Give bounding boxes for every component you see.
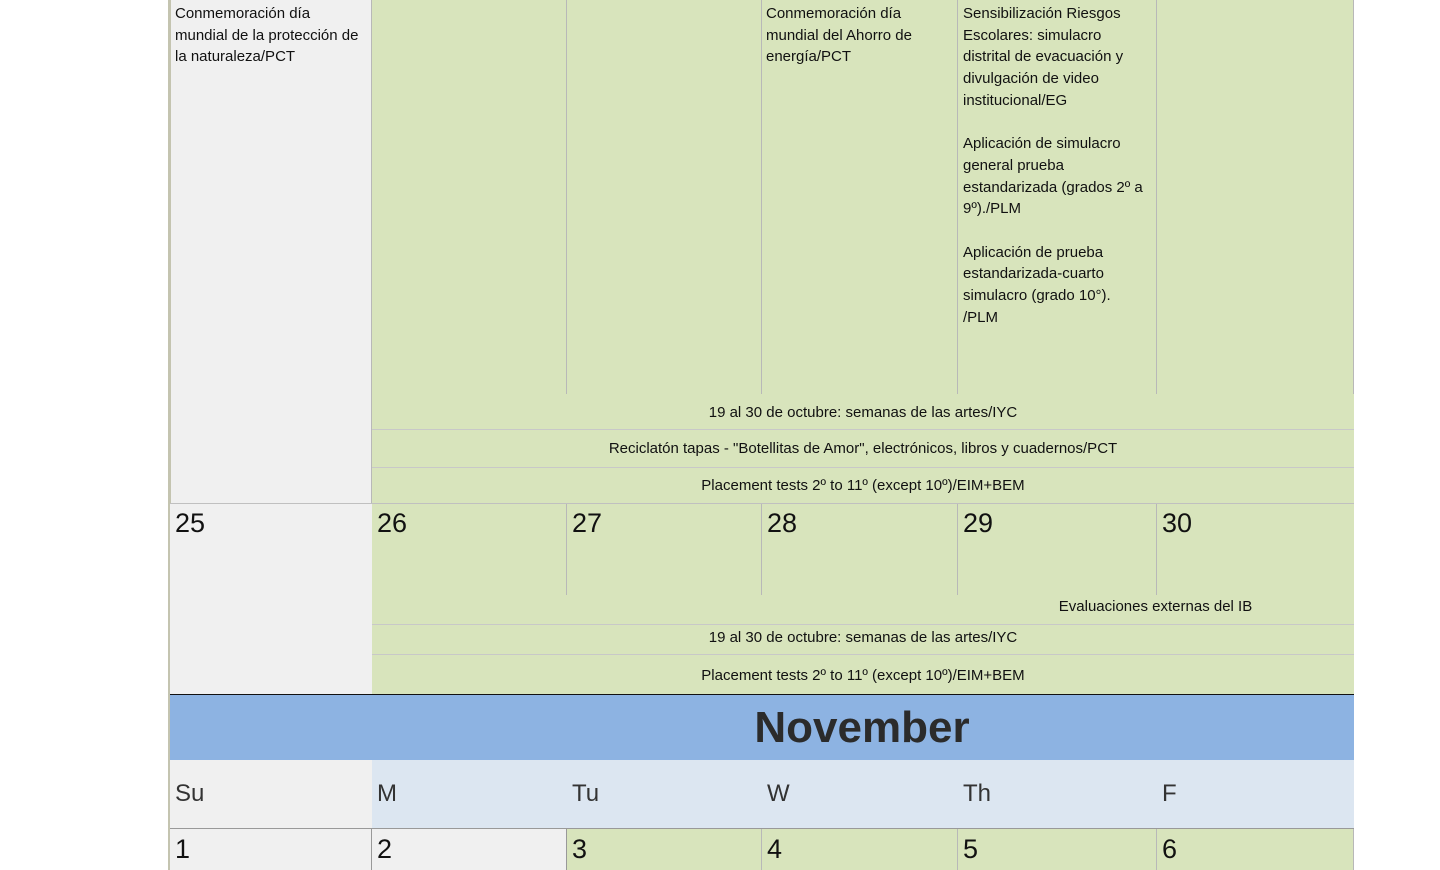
day-number: 25 [175,508,206,538]
november-week1-rest [567,829,1354,870]
recycling-band: Reciclatón tapas - "Botellitas de Amor", electrónicos, libros y cuadernos/PCT [372,430,1354,467]
sunday-column-top [170,0,372,503]
thursday-event-1: Sensibilización Riesgos Escolares: simulacro distrital de evacuación y divulgación de video institucional/EG [963,5,1124,109]
day-number: 6 [1162,834,1178,864]
month-title [170,695,1354,760]
weekday-label: Th [963,780,992,807]
weekday-label: W [767,780,790,807]
weekday-label: F [1162,780,1177,807]
placement-tests-band-last: Placement tests 2º to 11º (except 10º)/EIM+BEM [701,666,1025,684]
day-number: 1 [175,834,191,864]
day-number: 2 [377,834,393,864]
weekday-label: Tu [572,780,600,807]
thursday-event-3: Aplicación de prueba estandarizada-cuarto simulacro (grado 10°). /PLM [963,243,1111,326]
arts-weeks-band-last: 19 al 30 de octubre: semanas de las artes/IYC [708,628,1018,646]
day-number: 29 [963,508,994,538]
day-number: 4 [767,834,783,864]
weekday-header-row [372,760,1354,828]
november-week1-sunday [170,829,372,870]
weekday-label: Su [175,780,205,807]
placement-tests-band: Placement tests 2º to 11º (except 10º)/EIM+BEM [372,468,1354,503]
thursday-events [963,3,1149,329]
day-number: 27 [572,508,603,538]
thursday-event-2: Aplicación de simulacro general prueba estandarizada (grados 2º a 9º)./PLM [963,135,1143,218]
ib-exams-band: Evaluaciones externas del IB [1058,598,1253,615]
day-number: 26 [377,508,408,538]
month-title-text: November [754,702,970,752]
weekday-label: M [377,780,397,807]
wednesday-event-text: Conmemoración día mundial del Ahorro de energía/PCT [766,5,912,66]
day-number: 5 [963,834,979,864]
sunday-event-text: Conmemoración día mundial de la protección de la naturaleza/PCT [175,5,359,66]
day-number: 30 [1162,508,1193,538]
day-number: 3 [572,834,588,864]
november-week1-monday [372,829,567,870]
arts-weeks-band: 19 al 30 de octubre: semanas de las artes/IYC [372,394,1354,430]
day-number: 28 [767,508,798,538]
